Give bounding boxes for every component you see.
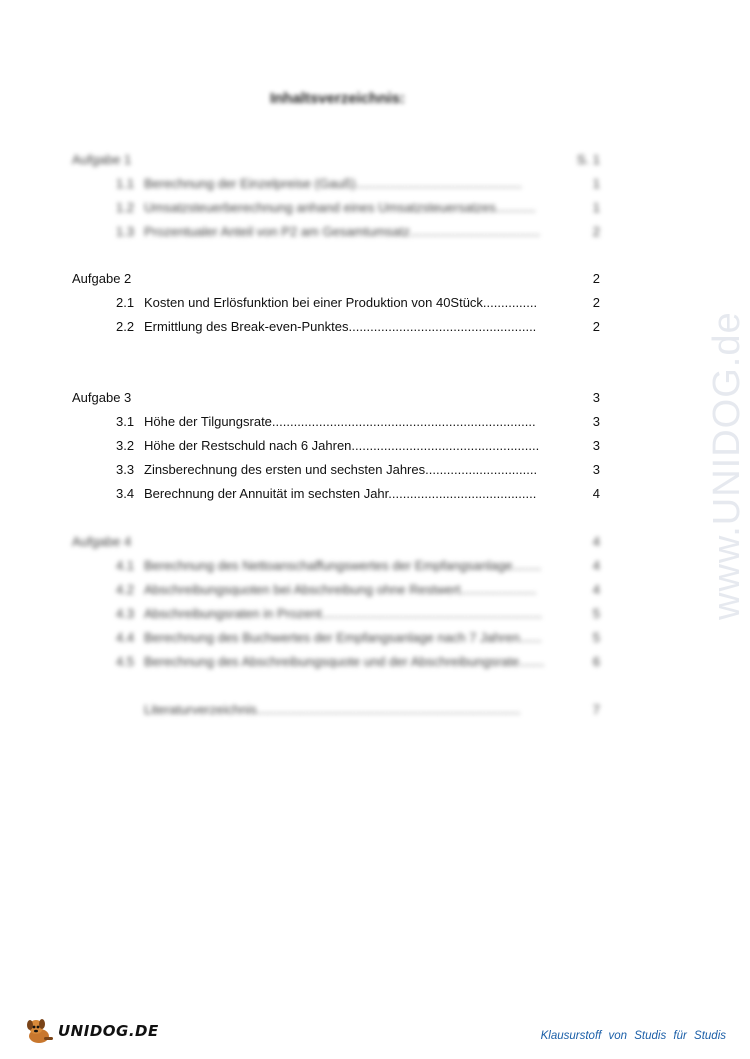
item-page: 3 bbox=[592, 462, 600, 477]
item-number: 2.2 bbox=[116, 319, 135, 334]
literature-text: Literaturverzeichnis......................................................................... bbox=[144, 702, 521, 717]
item-number: 3.1 bbox=[116, 414, 135, 429]
toc-section-aufgabe-1 bbox=[72, 152, 600, 168]
item-page: 5 bbox=[592, 630, 600, 645]
section-page: S. 1 bbox=[576, 152, 600, 167]
logo-text: UNIDOG.DE bbox=[58, 1022, 159, 1040]
section-page: 4 bbox=[592, 534, 600, 549]
item-text: Berechnung des Abschreibungsquote und der Abschreibungsrate....... bbox=[144, 654, 545, 669]
footer-tagline: Klausurstoff von Studis für Studis bbox=[540, 1030, 726, 1042]
item-number: 4.1 bbox=[116, 558, 135, 573]
page-title: Inhaltsverzeichnis: bbox=[269, 90, 406, 107]
item-page: 3 bbox=[592, 438, 600, 453]
item-number: 1.1 bbox=[116, 176, 135, 191]
item-text: Berechnung der Annuität im sechsten Jahr......................................... bbox=[144, 486, 537, 501]
section-label: Aufgabe 2 bbox=[72, 271, 132, 286]
toc-section-aufgabe-3 bbox=[72, 390, 600, 406]
item-number: 4.2 bbox=[116, 582, 135, 597]
item-page: 2 bbox=[592, 224, 600, 239]
watermark-text: www.UNIDOG.de bbox=[706, 311, 748, 620]
toc-section-aufgabe-2 bbox=[72, 271, 600, 287]
section-label: Aufgabe 4 bbox=[72, 534, 132, 549]
item-number: 1.3 bbox=[116, 224, 135, 239]
dog-mascot-icon bbox=[24, 1017, 56, 1045]
section-label: Aufgabe 3 bbox=[72, 390, 132, 405]
item-text: Höhe der Tilgungsrate......................................................................... bbox=[144, 414, 536, 429]
footer-logo bbox=[24, 1016, 159, 1046]
item-text: Berechnung des Nettoanschaffungswertes der Empfangsanlage........ bbox=[144, 558, 542, 573]
item-text: Abschreibungsquoten bei Abschreibung ohne Restwert..................... bbox=[144, 582, 537, 597]
item-page: 5 bbox=[592, 606, 600, 621]
item-text: Kosten und Erlösfunktion bei einer Produktion von 40Stück............... bbox=[144, 295, 538, 310]
toc-section-aufgabe-4 bbox=[72, 534, 600, 550]
literature-page: 7 bbox=[592, 702, 600, 717]
item-number: 4.5 bbox=[116, 654, 135, 669]
item-number: 1.2 bbox=[116, 200, 135, 215]
item-text: Berechnung der Einzelpreise (Gauß).............................................. bbox=[144, 176, 522, 191]
section-label: Aufgabe 1 bbox=[72, 152, 132, 167]
item-number: 3.3 bbox=[116, 462, 135, 477]
item-text: Ermittlung des Break-even-Punktes.................................................... bbox=[144, 319, 537, 334]
item-text: Berechnung des Buchwertes der Empfangsanlage nach 7 Jahren...... bbox=[144, 630, 542, 645]
item-number: 4.4 bbox=[116, 630, 135, 645]
item-text: Höhe der Restschuld nach 6 Jahren.................................................... bbox=[144, 438, 540, 453]
item-page: 4 bbox=[592, 558, 600, 573]
item-page: 2 bbox=[592, 295, 600, 310]
item-page: 4 bbox=[592, 582, 600, 597]
item-number: 3.4 bbox=[116, 486, 135, 501]
item-page: 4 bbox=[592, 486, 600, 501]
item-page: 1 bbox=[592, 176, 600, 191]
item-number: 3.2 bbox=[116, 438, 135, 453]
item-page: 2 bbox=[592, 319, 600, 334]
item-text: Umsatzsteuerberechnung anhand eines Umsatzsteuersatzes........... bbox=[144, 200, 536, 215]
item-page: 6 bbox=[592, 654, 600, 669]
section-page: 2 bbox=[592, 271, 600, 286]
item-text: Abschreibungsraten in Prozent............................................................. bbox=[144, 606, 543, 621]
item-page: 1 bbox=[592, 200, 600, 215]
section-page: 3 bbox=[592, 390, 600, 405]
item-number: 4.3 bbox=[116, 606, 135, 621]
item-page: 3 bbox=[592, 414, 600, 429]
item-number: 2.1 bbox=[116, 295, 135, 310]
item-text: Zinsberechnung des ersten und sechsten Jahres............................... bbox=[144, 462, 538, 477]
item-text: Prozentualer Anteil von P2 am Gesamtumsatz.................................... bbox=[144, 224, 540, 239]
